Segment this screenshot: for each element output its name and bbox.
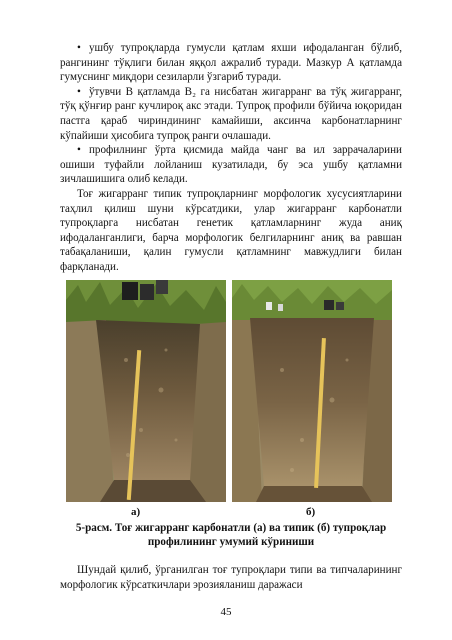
bullet-paragraph-2 <box>60 85 402 143</box>
bullet-icon: • <box>77 42 81 54</box>
figure-label-b: б) <box>306 506 316 518</box>
caption-line-1: 5-расм. Тоғ жигарранг карбонатли (а) ва типик (б) тупроқлар <box>75 522 387 534</box>
paragraph-text: ўтувчи В қатламда В₂ га нисбатан жигарранг ва тўқ жигарранг, тўқ қўнғир ранг кучлироқ акс этади. Тупроқ профили бўйича юқоридан пастга қараб чириндининг камайиши, аксинча карбонатларнинг кўпайиши ҳисобига тупроқ ранги очлашади. <box>60 85 402 142</box>
figure-photos <box>62 280 400 502</box>
paragraph-text: ушбу тупроқларда гумусли қатлам яхши ифодаланган бўлиб, рангининг тўқлиги билан яққол ажралиб туради. Мазкур А қатламда гумуснинг миқдори сезиларли ўзгариб туради. <box>60 42 402 84</box>
bullet-paragraph-1 <box>60 41 402 85</box>
figure-caption <box>60 521 402 549</box>
body-text <box>60 41 402 275</box>
soil-profile-photo-a <box>66 280 226 502</box>
page-number: 45 <box>220 606 232 618</box>
bullet-icon: • <box>77 85 81 98</box>
closing-paragraph: Шундай қилиб, ўрганилган тоғ тупроқлари типи ва типчаларининг морфологик кўрсаткичлари эрозияланиш даражаси <box>60 564 402 591</box>
caption-line-2: профилининг умумий кўриниши <box>147 536 315 548</box>
bullet-paragraph-3 <box>60 143 402 187</box>
body-paragraph: Тоғ жигарранг типик тупроқларнинг морфологик хусусиятларини таҳлил қилиш шуни кўрсатдики, улар жигарранг карбонатли тупроқларга нисбатан генетик қатламларнинг жуда аниқ ифодаланганлиги, барча морфологик белгиларнинг аниқ ва равшан табақаланиши, қалин гумусли қатламнинг мавжудлиги билан фарқланади. <box>60 187 402 273</box>
figure-label-a: а) <box>131 506 141 518</box>
bullet-icon: • <box>77 144 81 157</box>
paragraph-text: профилнинг ўрта қисмида майда чанг ва ил заррачаларини ошиши туфайли лойланиш кузатилади, бу эса ушбу қатламни зичлашишига олиб келади. <box>60 144 402 186</box>
soil-profile-photo-b <box>232 280 392 502</box>
